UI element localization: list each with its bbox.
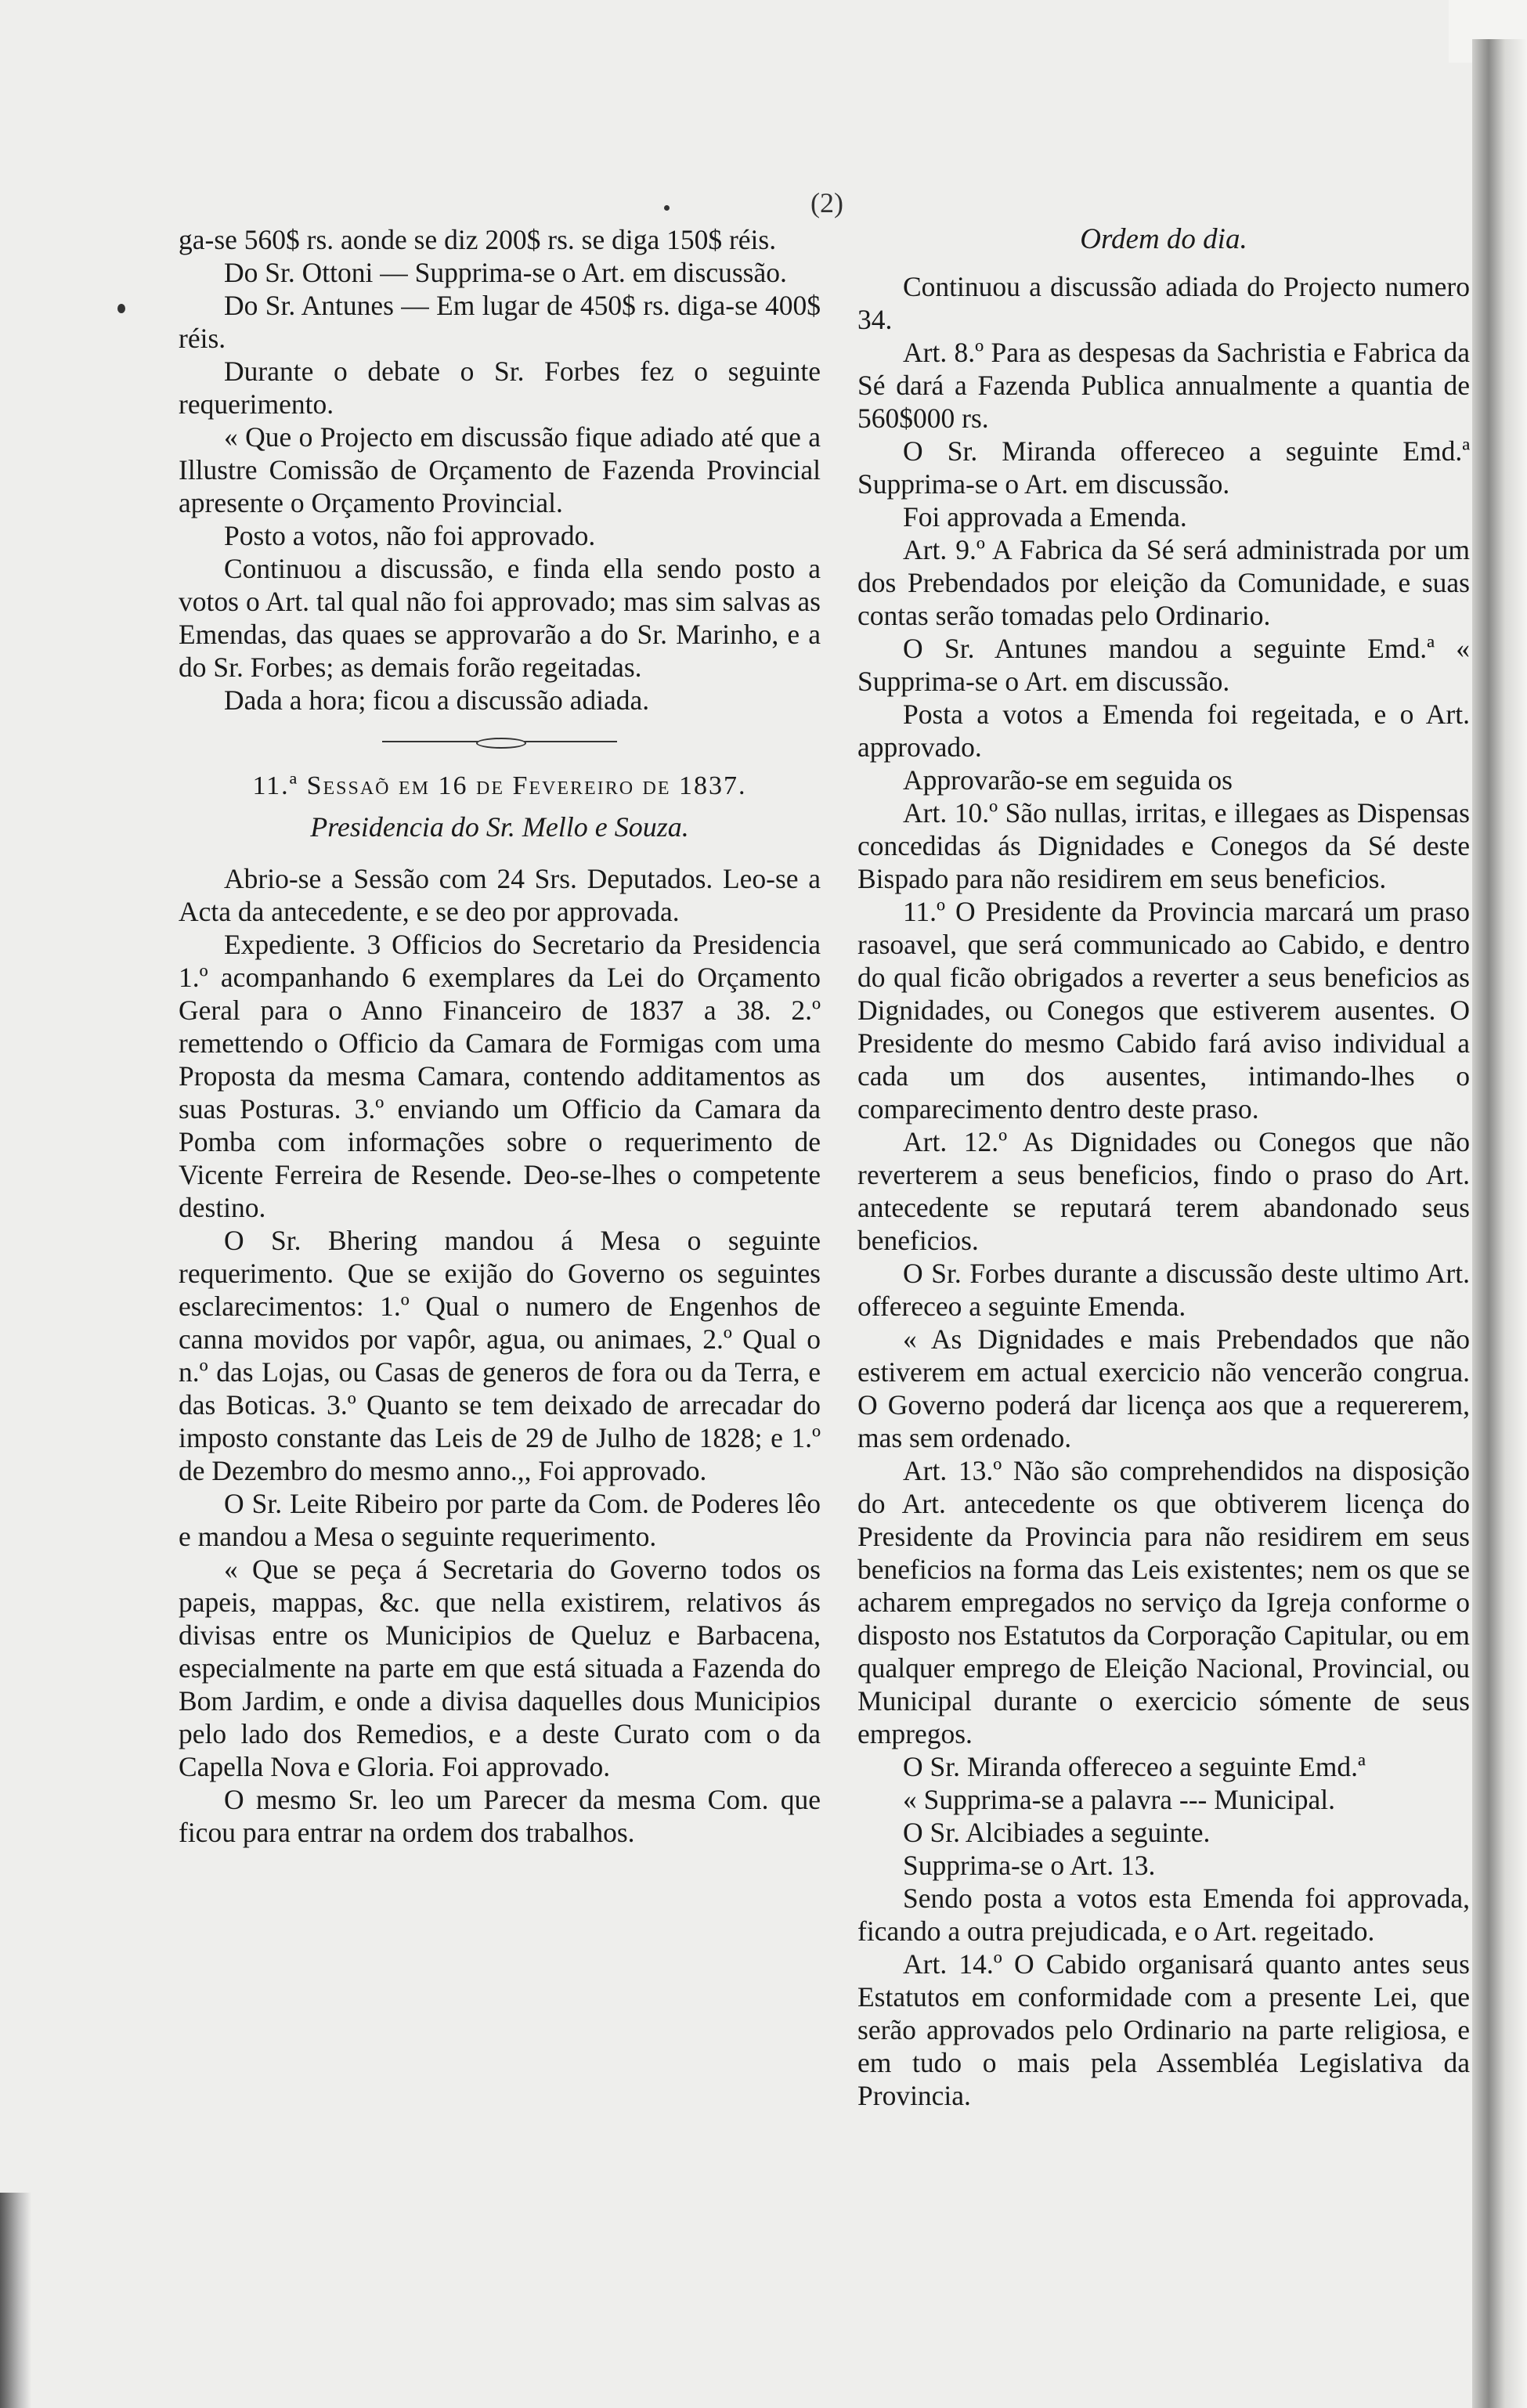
paragraph: Sendo posta a votos esta Emenda foi approvada, ficando a outra prejudicada, e o Art. regeitado. bbox=[857, 1883, 1470, 1947]
paragraph: 11.º O Presidente da Provincia marcará um praso rasoavel, que será communicado ao Cabido, e dentro do qual ficão obrigados a reverter a seus beneficios as Dignidades, ou Conegos que estiverem ausentes. O Presidente do mesmo Cabido fará aviso individual a cada um dos ausentes, intimando-lhes o comparecimento dentro deste praso. bbox=[857, 896, 1470, 1125]
paragraph: Do Sr. Antunes — Em lugar de 450$ rs. diga-se 400$ réis. bbox=[179, 290, 821, 354]
page-edge-shadow bbox=[1472, 39, 1527, 2408]
order-of-the-day-heading: Ordem do dia. bbox=[1080, 223, 1247, 255]
paragraph: Do Sr. Ottoni — Supprima-se o Art. em discussão. bbox=[224, 257, 787, 288]
paragraph: « As Dignidades e mais Prebendados que não estiverem em actual exercicio não vencerão congrua. O Governo poderá dar licença aos que a requererem, mas sem ordenado. bbox=[857, 1323, 1470, 1453]
presidency-line: Presidencia do Sr. Mello e Souza. bbox=[310, 811, 689, 843]
paragraph: O Sr. Forbes durante a discussão deste ultimo Art. offereceo a seguinte Emenda. bbox=[857, 1258, 1470, 1322]
ornamental-divider bbox=[382, 737, 617, 746]
page-fold-shadow bbox=[0, 2193, 31, 2408]
paragraph: « Que se peça á Secretaria do Governo todos os papeis, mappas, &c. que nella existirem, relativos ás divisas entre os Municipios de Queluz e Barbacena, especialmente na parte em que está situada a Fazenda do Bom Jardim, e onde a divisa daquelles dous Municipios pelo lado dos Remedios, e a deste Curato com o da Capella Nova e Gloria. Foi approvado. bbox=[179, 1554, 821, 1782]
session-title: Sessaõ em 16 de Fevereiro de 1837. bbox=[306, 771, 747, 800]
paragraph: Posto a votos, não foi approvado. bbox=[224, 520, 596, 551]
paragraph: Art. 13.º Não são comprehendidos na disposição do Art. antecedente os que obtiverem licença do Presidente da Provincia para não residirem em seus beneficios na forma das Leis existentes; nem os que se acharem empregados no serviço da Igreja conforme o disposto nos Estatutos da Corporação Capitular, ou em qualquer emprego de Eleição Nacional, Provincial, ou Municipal durante o exercicio sómente de seus empregos. bbox=[857, 1455, 1470, 1749]
paragraph: Approvarão-se em seguida os bbox=[903, 764, 1233, 796]
paragraph: Abrio-se a Sessão com 24 Srs. Deputados. Leo-se a Acta da antecedente, e se deo por approvada. bbox=[179, 863, 821, 927]
ink-speck bbox=[664, 205, 670, 211]
paragraph: O Sr. Leite Ribeiro por parte da Com. de Poderes lêo e mandou a Mesa o seguinte requerimento. bbox=[179, 1488, 821, 1552]
paragraph: O Sr. Antunes mandou a seguinte Emd.ª « Supprima-se o Art. em discussão. bbox=[857, 633, 1470, 697]
paragraph: « Que o Projecto em discussão fique adiado até que a Illustre Comissão de Orçamento de Fazenda Provincial apresente o Orçamento Provincial. bbox=[179, 421, 821, 518]
ink-speck bbox=[117, 304, 125, 313]
paragraph: O mesmo Sr. leo um Parecer da mesma Com. que ficou para entrar na ordem dos trabalhos. bbox=[179, 1784, 821, 1848]
paragraph: Continuou a discussão, e finda ella sendo posto a votos o Art. tal qual não foi approvado; mas sim salvas as Emendas, das quaes se approvarão a do Sr. Marinho, e a do Sr. Forbes; as demais forão regeitadas. bbox=[179, 553, 821, 683]
paragraph: O Sr. Bhering mandou á Mesa o seguinte requerimento. Que se exijão do Governo os seguintes esclarecimentos: 1.º Qual o numero de Engenhos de canna movidos por vapôr, agua, ou animaes, 2.º Qual o n.º das Lojas, ou Casas de generos de fora ou da Terra, e das Boticas. 3.º Quanto se tem deixado de arrecadar do imposto constante das Leis de 29 de Julho de 1828; e 1.º de Dezembro do mesmo anno.,, Foi approvado. bbox=[179, 1225, 821, 1486]
session-heading bbox=[179, 770, 821, 803]
paragraph: Supprima-se o Art. 13. bbox=[903, 1850, 1156, 1881]
paragraph: Art. 9.º A Fabrica da Sé será administrada por um dos Prebendados por eleição da Comunidade, e suas contas serão tomadas pelo Ordinario. bbox=[857, 534, 1470, 631]
paragraph: Posta a votos a Emenda foi regeitada, e o Art. approvado. bbox=[857, 699, 1470, 763]
paragraph: Dada a hora; ficou a discussão adiada. bbox=[224, 684, 650, 716]
paragraph: Continuou a discussão adiada do Projecto numero 34. bbox=[857, 271, 1470, 335]
paragraph: O Sr. Miranda offereceo a seguinte Emd.ª bbox=[903, 1751, 1366, 1782]
paragraph: O Sr. Miranda offereceo a seguinte Emd.ª Supprima-se o Art. em discussão. bbox=[857, 435, 1470, 500]
paragraph: « Supprima-se a palavra --- Municipal. bbox=[903, 1784, 1336, 1815]
paragraph: Art. 8.º Para as despesas da Sachristia e Fabrica da Sé dará a Fazenda Publica annualmente a quantia de 560$000 rs. bbox=[857, 337, 1470, 434]
paragraph: ga-se 560$ rs. aonde se diz 200$ rs. se diga 150$ réis. bbox=[179, 224, 777, 255]
paragraph: Foi approvada a Emenda. bbox=[903, 501, 1187, 533]
page-number: (2) bbox=[810, 187, 843, 218]
paragraph: Art. 10.º São nullas, irritas, e illegaes as Dispensas concedidas ás Dignidades e Conegos da Sé deste Bispado para não residirem em seus beneficios. bbox=[857, 797, 1470, 894]
paragraph: O Sr. Alcibiades a seguinte. bbox=[903, 1817, 1211, 1848]
session-number: 11.ª bbox=[252, 771, 299, 800]
left-column bbox=[179, 223, 821, 1849]
paragraph: Art. 14.º O Cabido organisará quanto antes seus Estatutos em conformidade com a presente Lei, que serão approvados pelo Ordinario na parte religiosa, e em tudo o mais pela Assembléa Legislativa da Provincia. bbox=[857, 1948, 1470, 2111]
paragraph: Durante o debate o Sr. Forbes fez o seguinte requerimento. bbox=[179, 356, 821, 420]
paragraph: Expediente. 3 Officios do Secretario da Presidencia 1.º acompanhando 6 exemplares da Lei do Orçamento Geral para o Anno Financeiro de 1837 a 38. 2.º remettendo o Officio da Camara de Formigas com uma Proposta da mesma Camara, contendo additamentos as suas Posturas. 3.º enviando um Officio da Camara da Pomba com informações sobre o requerimento de Vicente Ferreira de Resende. Deo-se-lhes o competente destino. bbox=[179, 929, 821, 1223]
paragraph: Art. 12.º As Dignidades ou Conegos que não reverterem a seus beneficios, findo o praso do Art. antecedente se reputará terem abandonado seus beneficios. bbox=[857, 1126, 1470, 1256]
right-column bbox=[857, 223, 1470, 2112]
